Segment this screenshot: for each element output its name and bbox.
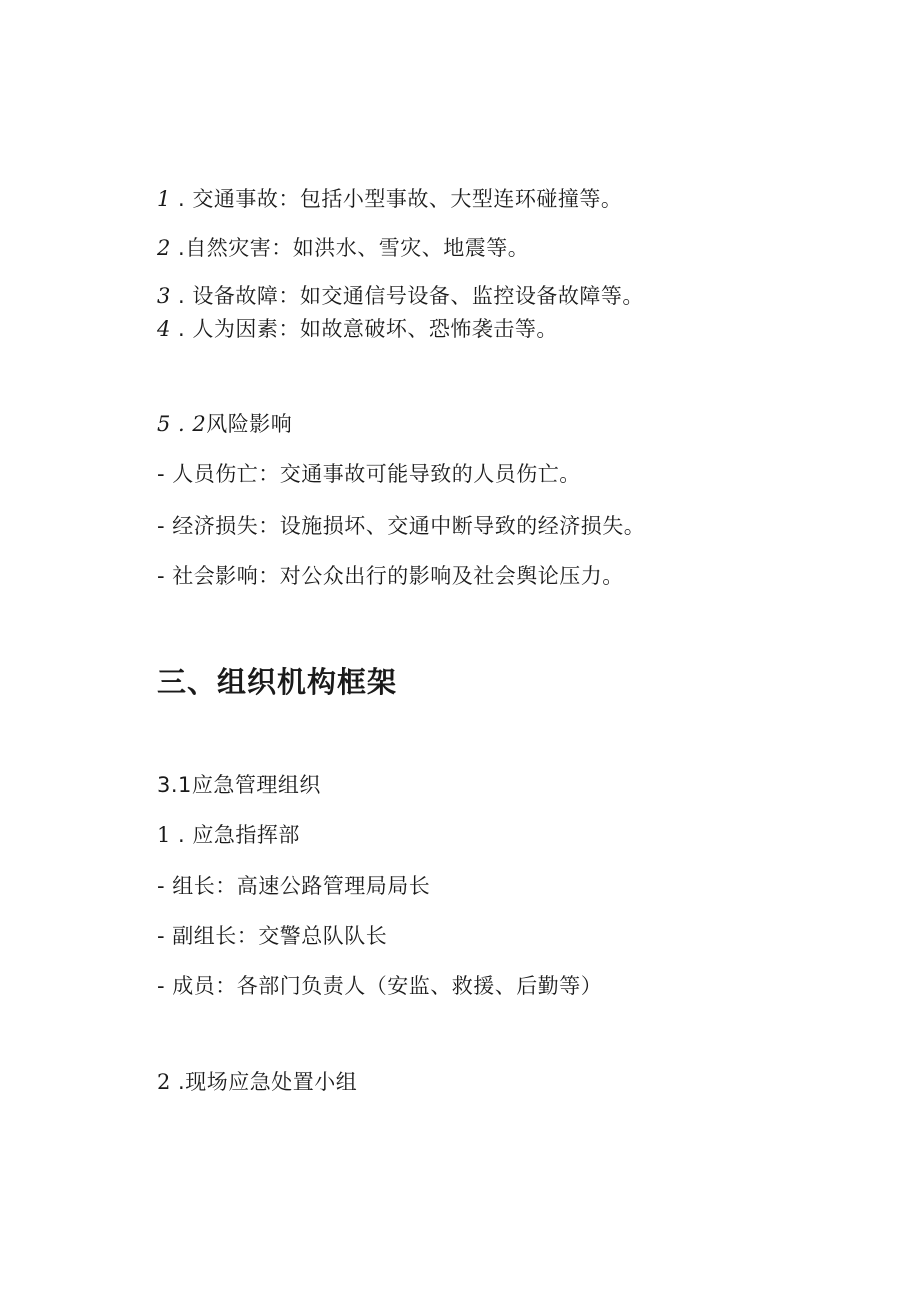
risk-type-item-4 — [157, 315, 558, 343]
section-heading: 三、组织机构框架 — [157, 665, 398, 699]
item-text: . 应急指挥部 — [170, 823, 300, 847]
item-number: 3 — [157, 284, 171, 308]
risk-impact-title — [157, 410, 292, 438]
item-text: . 交通事故：包括小型事故、大型连环碰撞等。 — [170, 187, 623, 211]
section-title: 风险影响 — [206, 412, 293, 436]
risk-impact-item-2: - 经济损失：设施损坏、交通中断导致的经济损失。 — [157, 514, 646, 538]
item-text: .自然灾害：如洪水、雪灾、地震等。 — [170, 236, 530, 260]
item-number: 1 — [157, 823, 171, 847]
item-number: 1 — [157, 187, 171, 211]
item-number: 2 — [157, 236, 171, 260]
risk-type-item-1 — [157, 185, 622, 213]
onsite-title — [157, 1068, 357, 1096]
command-item-3: - 成员：各部门负责人（安监、救援、后勤等） — [157, 974, 603, 998]
section-number: 5 . 2 — [157, 412, 207, 436]
command-item-2: - 副组长：交警总队队长 — [157, 924, 388, 948]
risk-impact-item-1: - 人员伤亡：交通事故可能导致的人员伤亡。 — [157, 462, 581, 486]
command-item-1: - 组长：高速公路管理局局长 — [157, 874, 431, 898]
item-text: . 人为因素：如故意破坏、恐怖袭击等。 — [170, 317, 558, 341]
risk-type-item-3 — [157, 282, 644, 310]
risk-type-item-2 — [157, 234, 529, 262]
item-number: 2 — [157, 1070, 171, 1094]
item-text: .现场应急处置小组 — [170, 1070, 358, 1094]
item-number: 4 — [157, 317, 171, 341]
subsection-title: 3.1应急管理组织 — [157, 773, 321, 797]
risk-impact-item-3: - 社会影响：对公众出行的影响及社会舆论压力。 — [157, 564, 624, 588]
item-text: . 设备故障：如交通信号设备、监控设备故障等。 — [170, 284, 644, 308]
command-title — [157, 821, 300, 849]
